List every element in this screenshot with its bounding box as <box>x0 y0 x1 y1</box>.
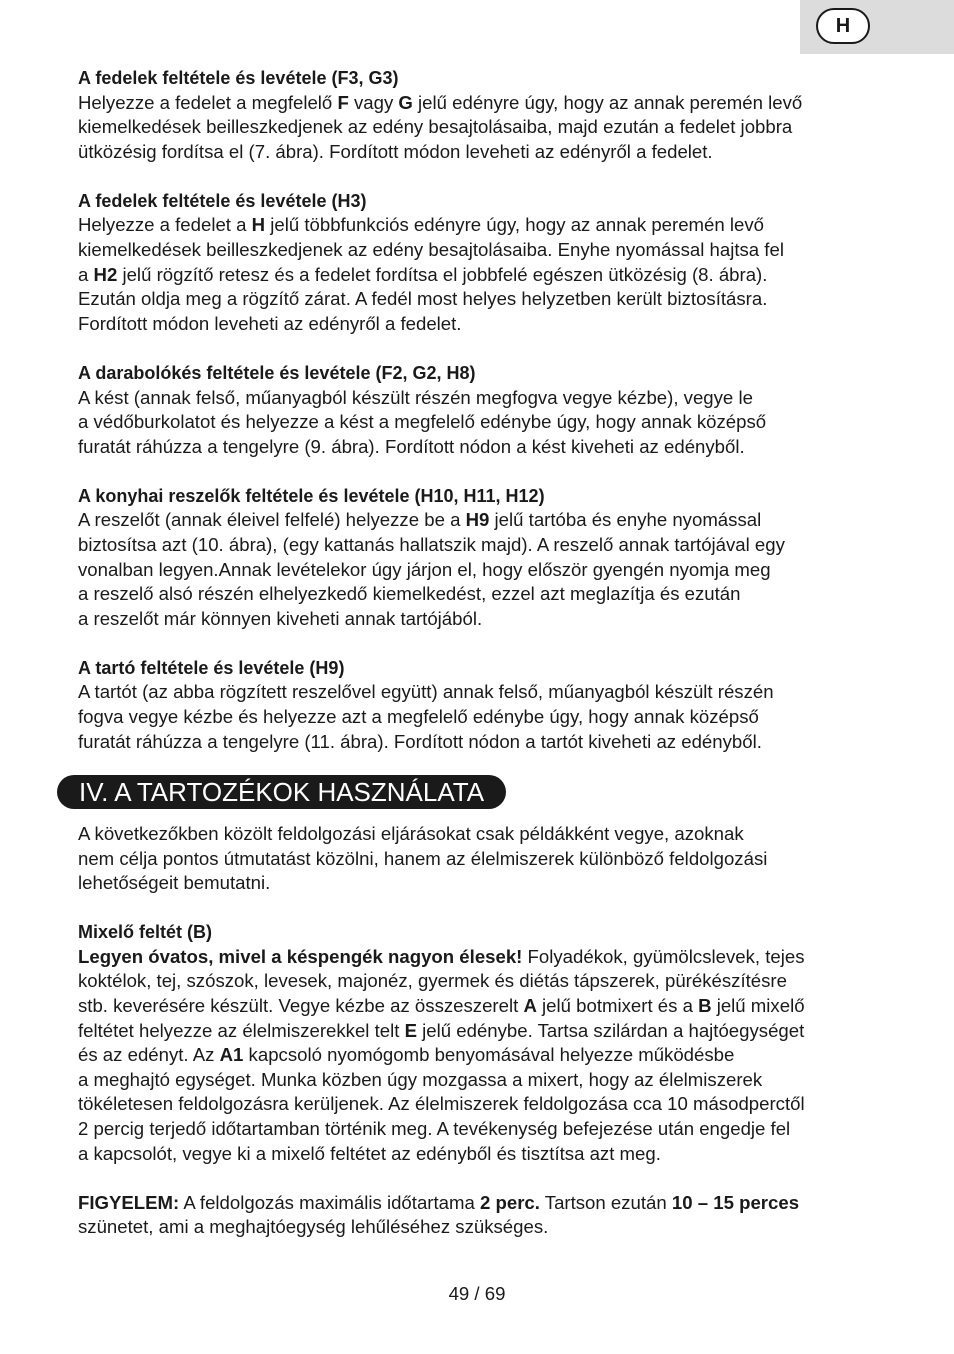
text-line: biztosítsa azt (10. ábra), (egy kattanás hallatszik majd). A reszelő annak tartójával egy <box>78 534 785 555</box>
text-line: feltétet helyezze az élelmiszerekkel telt E jelű edénybe. Tartsa szilárdan a hajtóegységet <box>78 1019 805 1041</box>
section-body <box>78 91 898 165</box>
bold-text: A <box>523 995 537 1017</box>
text-line: fogva vegye kézbe és helyezze azt a megfelelő edénybe úgy, hogy annak középső <box>78 706 759 728</box>
section-intro <box>78 822 898 896</box>
text-line: Fordított módon leveheti az edényről a fedelet. <box>78 312 462 334</box>
text-line: a H2 jelű rögzítő retesz és a fedelet fordítsa el jobbfelé egészen ütközésig (8. ábra). <box>78 263 768 285</box>
bold-text: H <box>251 214 266 236</box>
text-line: A kést (annak felső, műanyagból készült részén megfogva vegye kézbe), vegye le <box>78 386 753 408</box>
section-warning <box>78 1191 898 1240</box>
bold-text: Legyen óvatos, mivel a késpengék nagyon élesek! <box>78 945 523 967</box>
section-heading: A tartó feltétele és levétele (H9) <box>78 657 345 678</box>
text-line: a kapcsolót, vegye ki a mixelő feltétet az edényből és tisztítsa azt meg. <box>78 1142 661 1164</box>
text-line: 2 percig terjedő időtartamban történik meg. A tevékenység befejezése után engedje fel <box>78 1118 791 1140</box>
section-lids-h <box>78 189 898 337</box>
text-line: a reszelő alsó részén elhelyezkedő kiemelkedést, ezzel azt meglazítja és ezután <box>78 583 741 605</box>
bold-text: A1 <box>219 1044 244 1066</box>
section-body <box>78 680 898 754</box>
section-body <box>78 213 898 336</box>
section-graters <box>78 484 898 632</box>
bold-text: H9 <box>465 509 490 531</box>
bold-text: B <box>698 995 712 1017</box>
upper-content <box>78 66 898 779</box>
text-line: Legyen óvatos, mivel a késpengék nagyon élesek! Folyadékok, gyümölcslevek, tejes <box>78 945 805 967</box>
text-line: lehetőségeit bemutatni. <box>78 872 271 894</box>
bold-text: FIGYELEM: <box>78 1191 180 1213</box>
section-heading: A konyhai reszelők feltétele és levétele (H10, H11, H12) <box>78 485 545 506</box>
section-blade <box>78 361 898 459</box>
section-heading: A darabolókés feltétele és levétele (F2, G2, H8) <box>78 362 476 383</box>
text-line: tökéletesen feldolgozásra kerüljenek. Az élelmiszerek feldolgozása cca 10 másodperctől <box>78 1093 805 1115</box>
text-line: kiemelkedések beilleszkedjenek az edény besajtolásaiba. Enyhe nyomással hajtsa fel <box>78 239 784 261</box>
text-line: vonalban legyen.Annak levételekor úgy járjon el, hogy először gyengén nyomja meg <box>78 558 771 580</box>
text-line: ütközésig fordítsa el (7. ábra). Fordított módon leveheti az edényről a fedelet. <box>78 140 713 162</box>
text-line: A következőkben közölt feldolgozási eljárásokat csak példákként vegye, azoknak <box>78 823 744 844</box>
chapter-title: IV. A TARTOZÉKOK HASZNÁLATA <box>57 775 506 809</box>
text-line: stb. keverésére készült. Vegye kézbe az összeszerelt A jelű botmixert és a B jelű mixelő <box>78 995 805 1017</box>
text-line: furatát ráhúzza a tengelyre (9. ábra). Fordított nódon a kést kiveheti az edényből. <box>78 435 745 457</box>
language-badge: H <box>816 8 870 44</box>
text-line: a meghajtó egységet. Munka közben úgy mozgassa a mixert, hogy az élelmiszerek <box>78 1068 763 1090</box>
text-line: és az edényt. Az A1 kapcsoló nyomógomb benyomásával helyezze működésbe <box>78 1044 735 1066</box>
text-line: A tartót (az abba rögzített reszelővel együtt) annak felső, műanyagból készült részén <box>78 681 774 703</box>
section-body <box>78 822 898 896</box>
language-tab <box>800 0 954 54</box>
section-heading: A fedelek feltétele és levétele (H3) <box>78 190 367 211</box>
section-holder <box>78 656 898 754</box>
section-body <box>78 508 898 631</box>
section-body <box>78 945 898 1166</box>
bold-text: F <box>337 91 349 113</box>
bold-text: 2 perc. <box>479 1191 540 1213</box>
text-line: a reszelőt már könnyen kiveheti annak tartójából. <box>78 607 483 629</box>
lower-content <box>78 822 898 1264</box>
section-body <box>78 1191 898 1240</box>
text-line: Ezután oldja meg a rögzítő zárat. A fedél most helyes helyzetben került biztosításra. <box>78 288 768 310</box>
text-line: FIGYELEM: A feldolgozás maximális időtartama 2 perc. Tartson ezután 10 – 15 perces <box>78 1191 800 1213</box>
text-line: szünetet, ami a meghajtóegység lehűléséhez szükséges. <box>78 1216 549 1238</box>
text-line: koktélok, tej, szószok, levesek, majonéz, gyermek és diétás tápszerek, pürékészítésre <box>78 970 787 992</box>
bold-text: G <box>398 91 413 113</box>
section-heading: Mixelő feltét (B) <box>78 922 213 943</box>
text-line: a védőburkolatot és helyezze a kést a megfelelő edénybe úgy, hogy annak középső <box>78 411 767 433</box>
text-line: Helyezze a fedelet a megfelelő F vagy G jelű edényre úgy, hogy az annak peremén levő <box>78 91 803 113</box>
bold-text: E <box>404 1019 417 1041</box>
page-number: 49 / 69 <box>448 1283 506 1304</box>
bold-text: 10 – 15 perces <box>671 1191 800 1213</box>
section-lids-fg <box>78 66 898 164</box>
text-line: A reszelőt (annak éleivel felfelé) helyezze be a H9 jelű tartóba és enyhe nyomással <box>78 509 762 531</box>
section-heading: A fedelek feltétele és levétele (F3, G3) <box>78 68 399 88</box>
section-body <box>78 386 898 460</box>
bold-text: H2 <box>93 263 118 285</box>
text-line: Helyezze a fedelet a H jelű többfunkciós edényre úgy, hogy az annak peremén levő <box>78 214 765 236</box>
text-line: kiemelkedések beilleszkedjenek az edény besajtolásaiba, majd ezután a fedelet jobbra <box>78 116 793 138</box>
text-line: nem célja pontos útmutatást közölni, hanem az élelmiszerek különböző feldolgozási <box>78 847 768 869</box>
section-mixer <box>78 920 898 1166</box>
text-line: furatát ráhúzza a tengelyre (11. ábra). Fordított nódon a tartót kiveheti az edényből. <box>78 730 762 752</box>
